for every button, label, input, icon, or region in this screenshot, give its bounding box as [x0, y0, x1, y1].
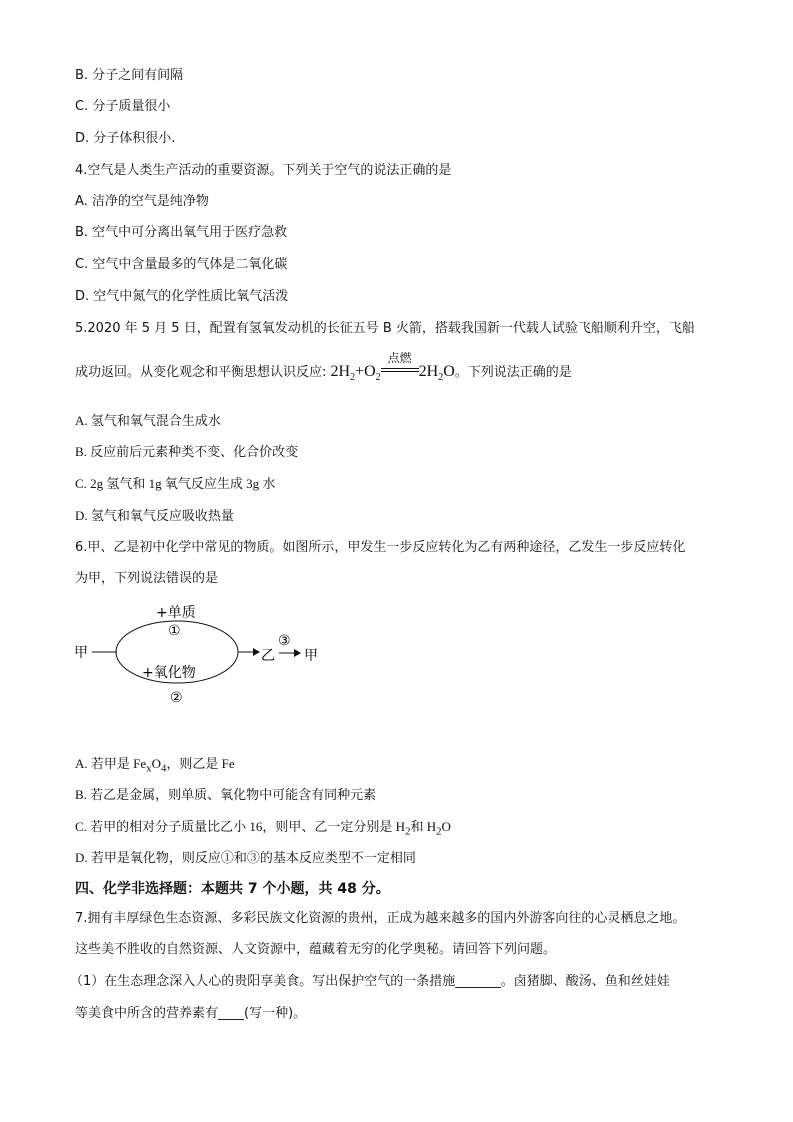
text: O [441, 819, 451, 834]
equation: $2H_2+O_2$ 点燃 $2H_2O$ [330, 351, 455, 384]
diagram-middle: 乙 [261, 648, 275, 664]
condition-label: 点燃 [387, 351, 412, 365]
q4-option-b: B. 空气中可分离出氧气用于医疗急救 [75, 225, 288, 240]
q3-option-b: B. 分子之间有间隔 [75, 68, 184, 83]
diagram-start: 甲 [74, 645, 88, 661]
eq-term: 2H [330, 363, 351, 380]
eq-term: +O [355, 363, 376, 380]
q6-stem-line1: 6.甲、乙是初中化学中常见的物质。如图所示，甲发生一步反应转化为乙有两种途径，乙发生一步反应转化 [75, 540, 686, 555]
q7-line2: 这些美不胜收的自然资源、人文资源中，蕴藏着无穷的化学奥秘。请回答下列问题。 [75, 942, 557, 957]
text: 和 H [410, 819, 437, 834]
text: 成功返回。从变化观念和平衡思想认识反应: [75, 365, 331, 380]
q5-stem-line2 [75, 351, 572, 386]
sub: x [146, 762, 152, 775]
step-number: ③ [278, 633, 291, 649]
q4-option-c: C. 空气中含量最多的气体是二氧化碳 [75, 257, 288, 272]
bottom-label: +氧化物 [142, 665, 196, 681]
text: A. 若甲是 Fe [75, 756, 147, 771]
q3-option-d: D. 分子体积很小. [75, 131, 176, 146]
q3-option-c: C. 分子质量很小 [75, 99, 171, 114]
top-label: +单质 [156, 605, 196, 621]
text: 。下列说法正确的是 [454, 365, 572, 380]
q4-option-d: D. 空气中氮气的化学性质比氧气活泼 [75, 289, 289, 304]
q6-option-d: D. 若甲是氧化物，则反应①和③的基本反应类型不一定相同 [75, 850, 416, 865]
q4-stem: 4.空气是人类生产活动的重要资源。下列关于空气的说法正确的是 [75, 163, 452, 178]
q5-option-c: C. 2g 氢气和 1g 氧气反应生成 3g 水 [75, 476, 276, 491]
sub: 2 [436, 825, 442, 838]
q5-option-b: B. 反应前后元素种类不变、化合价改变 [75, 444, 299, 459]
sub: 2 [405, 825, 411, 838]
q7-part1-line1: （1）在生态理念深入人心的贵阳享美食。写出保护空气的一条措施_______。卤猪脚、酸汤、鱼和丝娃娃 [70, 974, 670, 989]
bottom-number: ② [170, 690, 183, 706]
q6-option-a [75, 756, 235, 777]
q6-option-c [75, 819, 451, 840]
text: ，则乙是 Fe [166, 756, 235, 771]
q4-option-a: A. 洁净的空气是纯净物 [75, 194, 209, 209]
q6-option-b: B. 若乙是金属，则单质、氧化物中可能含有同种元素 [75, 787, 377, 802]
section-heading: 四、化学非选择题：本题共 7 个小题，共 48 分。 [75, 881, 390, 897]
eq-term: 2H [418, 363, 439, 380]
text: C. 若甲的相对分子质量比乙小 16，则甲、乙一定分别是 H [75, 819, 406, 834]
q7-part1-line2: 等美食中所含的营养素有____(写一种)。 [75, 1006, 307, 1021]
reaction-condition [381, 351, 419, 376]
eq-term: O [443, 363, 455, 380]
q7-line1: 7.拥有丰厚绿色生态资源、多彩民族文化资源的贵州，正成为越来越多的国内外游客向往的心灵栖息之地。 [75, 911, 686, 926]
q5-option-d: D. 氢气和氧气反应吸收热量 [75, 508, 234, 523]
sub: 4 [160, 762, 167, 775]
q5-stem-line1: 5.2020 年 5 月 5 日，配置有氢氧发动机的长征五号 B 火箭，搭载我国新一代载人试验飞船顺利升空，飞船 [75, 321, 695, 336]
top-number: ① [168, 623, 181, 639]
q5-option-a: A. 氢气和氧气混合生成水 [75, 413, 221, 428]
diagram-end: 甲 [304, 648, 318, 664]
q6-stem-line2: 为甲，下列说法错误的是 [75, 571, 219, 586]
reaction-diagram [60, 600, 340, 710]
text: O [151, 756, 161, 771]
